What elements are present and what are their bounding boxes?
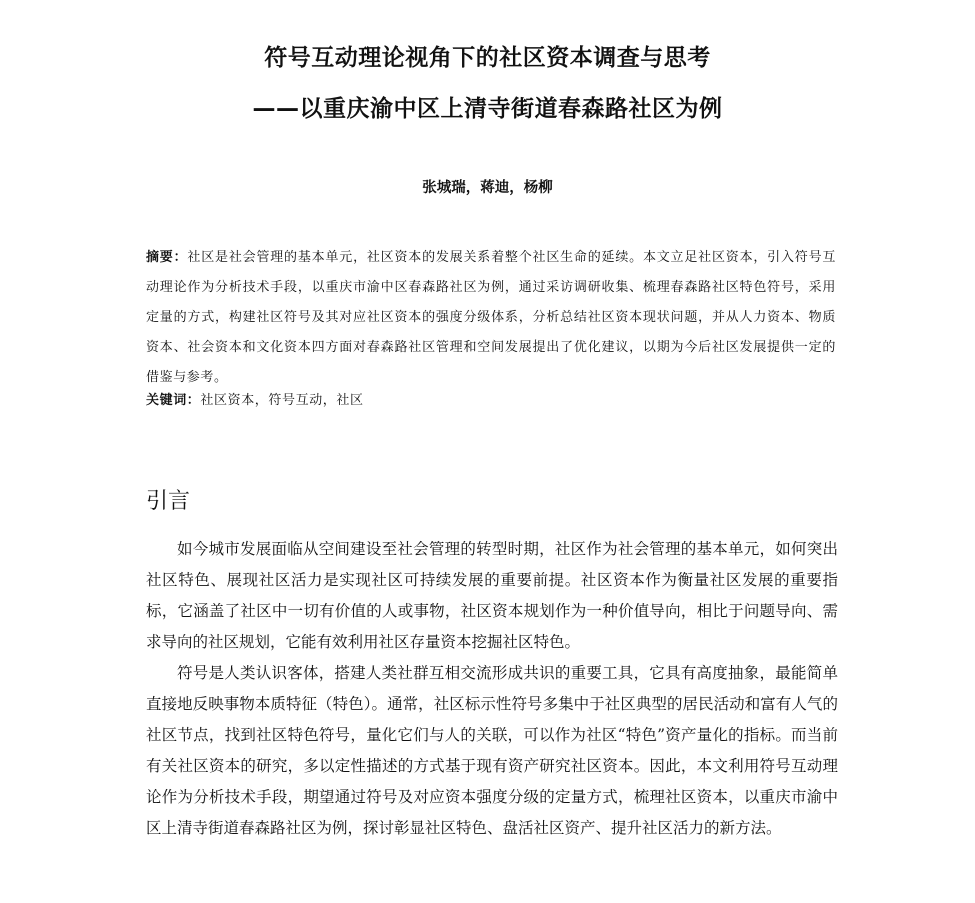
body-paragraph: 如今城市发展面临从空间建设至社会管理的转型时期，社区作为社会管理的基本单元，如何突出社区特色、展现社区活力是实现社区可持续发展的重要前提。社区资本作为衡量社区发展的重要指标，它涵盖了社区中一切有价值的人或事物，社区资本规划作为一种价值导向，相比于问题导向、需求导向的社区规划，它能有效利用社区存量资本挖掘社区特色。 [146,540,838,651]
keywords [146,389,364,413]
abstract [146,243,836,393]
author-list: 张城瑞，蒋迪，杨柳 [422,179,553,196]
section-body [146,534,838,844]
keywords-text: 社区资本，符号互动，社区 [200,393,364,408]
body-paragraph: 符号是人类认识客体，搭建人类社群互相交流形成共识的重要工具，它具有高度抽象，最能简单直接地反映事物本质特征（特色）。通常，社区标示性符号多集中于社区典型的居民活动和富有人气的社区节点，找到社区特色符号，量化它们与人的关联，可以作为社区“特色”资产量化的指标。而当前有关社区资本的研究，多以定性描述的方式基于现有资产研究社区资本。因此，本文利用符号互动理论作为分析技术手段，期望通过符号及对应资本强度分级的定量方式，梳理社区资本，以重庆市渝中区上清寺街道春森路社区为例，探讨彰显社区特色、盘活社区资产、提升社区活力的新方法。 [146,664,838,837]
abstract-text: 社区是社会管理的基本单元，社区资本的发展关系着整个社区生命的延续。本文立足社区资本，引入符号互动理论作为分析技术手段，以重庆市渝中区春森路社区为例，通过采访调研收集、梳理春森路社区特色符号，采用定量的方式，构建社区符号及其对应社区资本的强度分级体系，分析总结社区资本现状问题，并从人力资本、物质资本、社会资本和文化资本四方面对春森路社区管理和空间发展提出了优化建议，以期为今后社区发展提供一定的借鉴与参考。 [146,250,836,385]
paper-subtitle: ——以重庆渝中区上清寺街道春森路社区为例 [252,96,723,122]
keywords-label: 关键词： [146,393,201,408]
section-heading: 引言 [146,489,191,514]
abstract-label: 摘要： [146,250,188,265]
paper-title: 符号互动理论视角下的社区资本调查与思考 [264,45,711,71]
